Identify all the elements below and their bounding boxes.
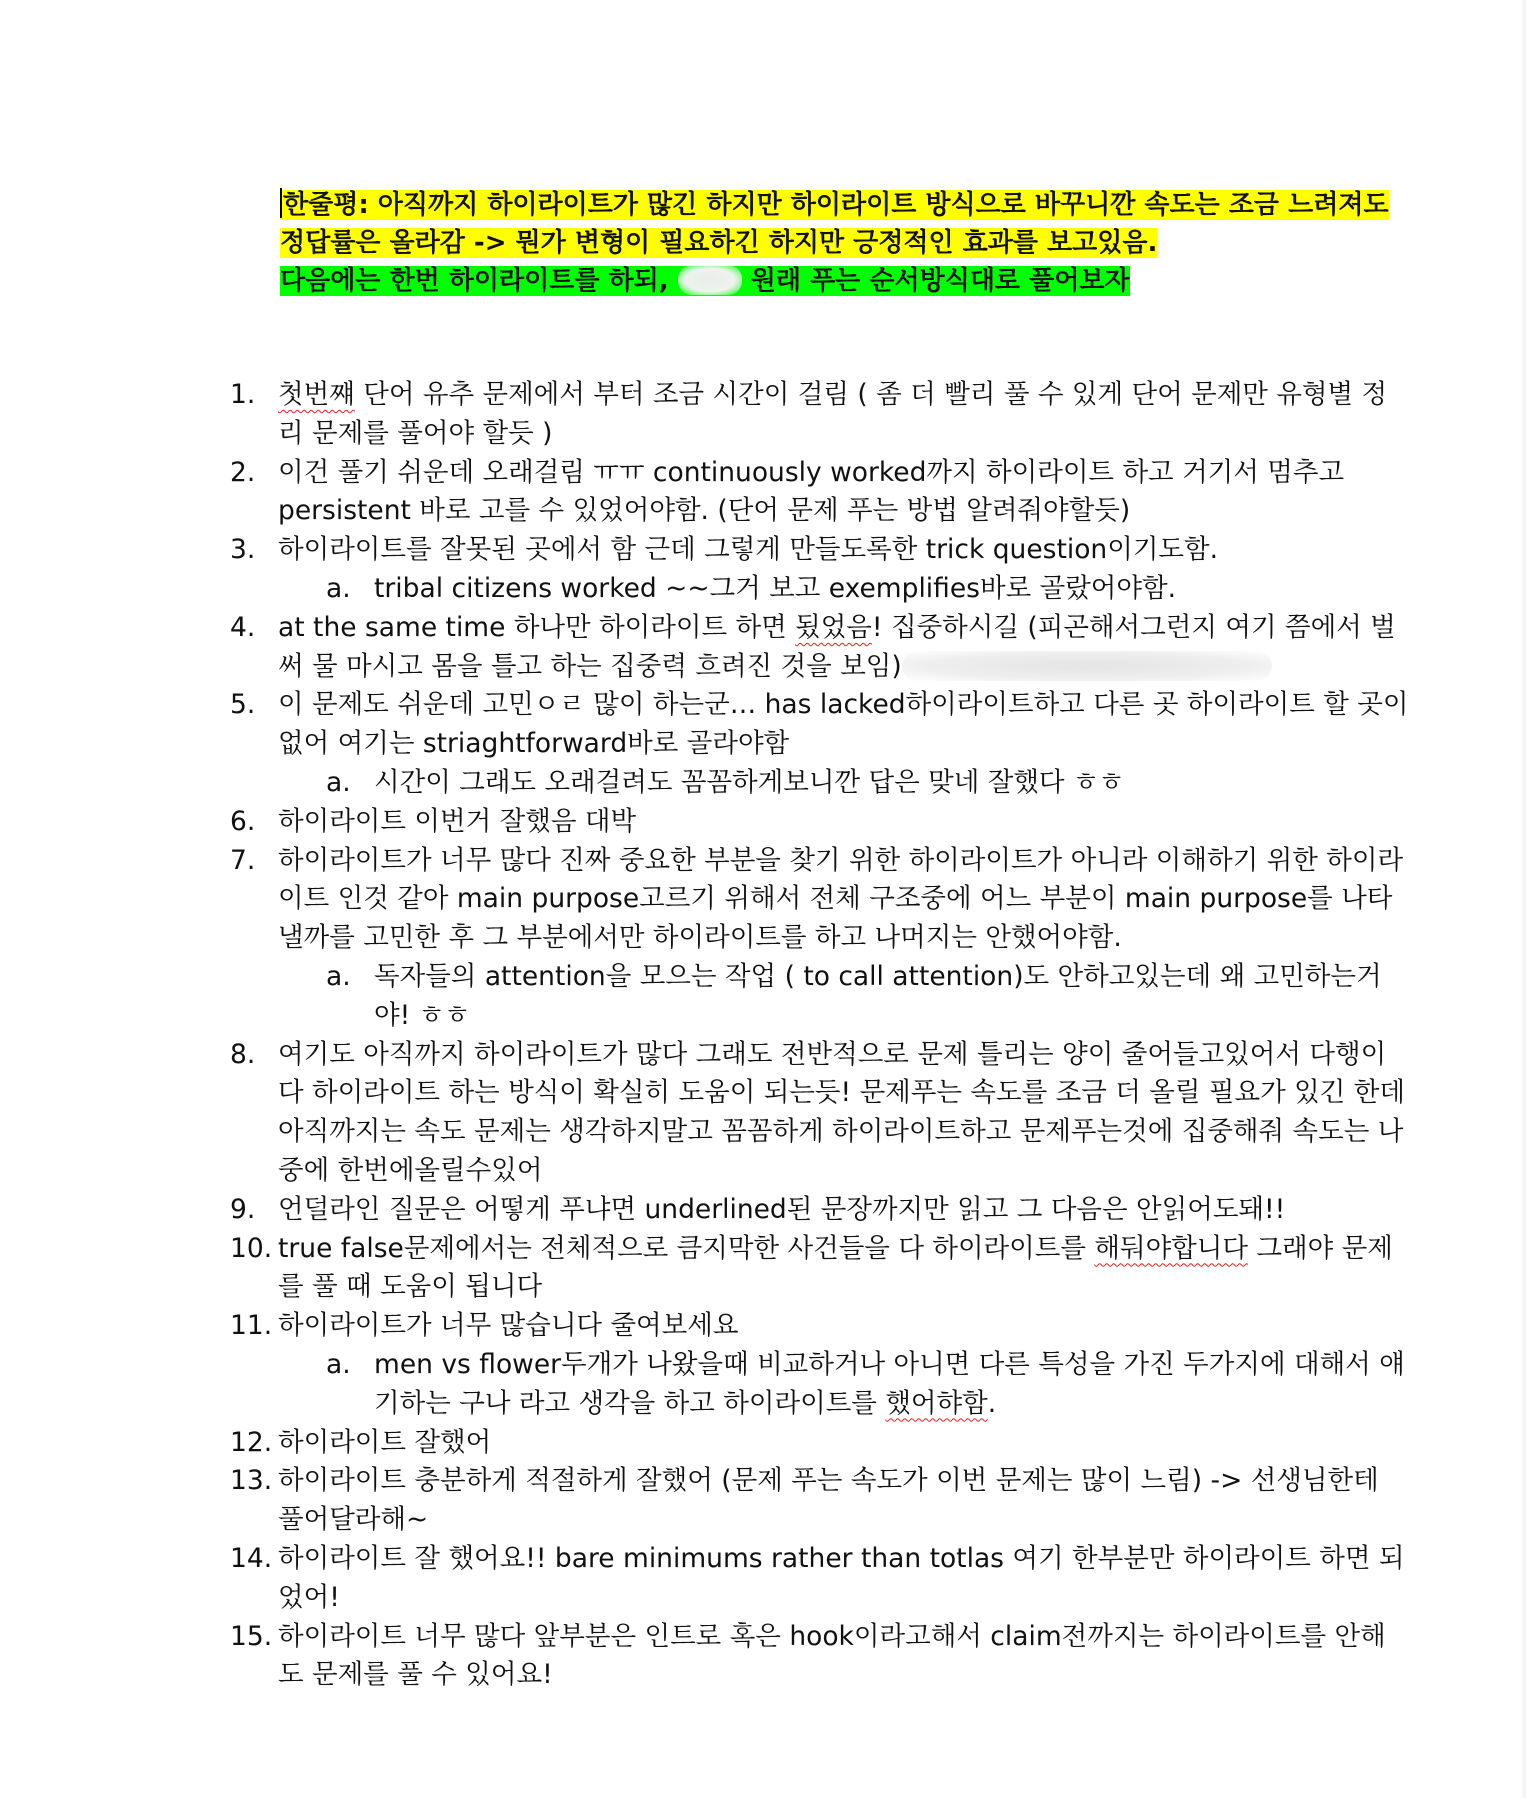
summary-line-3-start: 다음에는 한번 하이라이트를 하되, bbox=[280, 266, 669, 296]
list-item-text-body: 이건 풀기 쉬운데 오래걸림 ㅠㅠ continuously worked까지 하이라이트 하고 거기서 멈추고 persistent 바로 고를 수 있었어야함. (단어 문제 푸는 방법 알려줘야할듯) bbox=[278, 456, 1345, 527]
list-item-text bbox=[278, 1194, 1285, 1225]
summary-line-3 bbox=[280, 262, 1389, 300]
list-item-number: 5. bbox=[230, 689, 256, 721]
list-item-text-body: 하이라이트 잘했어 bbox=[278, 1426, 492, 1458]
misspelled-word: 했어햐함 bbox=[885, 1387, 988, 1419]
list-item-number: 7. bbox=[230, 844, 256, 876]
list-item-number: 4. bbox=[230, 611, 256, 643]
list-item-number: 8. bbox=[230, 1038, 256, 1070]
list-item-text-body: 하이라이트를 잘못된 곳에서 함 근데 그렇게 만들도록한 trick question이기도함. bbox=[278, 534, 1219, 566]
list-item-text-body: ! 집중하시길 (피곤해서그런지 여기 쯤에서 벌써 물 마시고 몸을 틀고 하는 집중력 흐려진 것을 보임) bbox=[278, 611, 1396, 682]
list-item bbox=[230, 803, 1410, 842]
list-item bbox=[230, 1307, 1410, 1346]
list-item-number: 13. bbox=[230, 1465, 273, 1497]
list-item bbox=[230, 842, 1410, 958]
list-item-text bbox=[374, 1349, 1405, 1419]
list-item-text-body: 하이라이트가 너무 많다 진짜 중요한 부분을 찾기 위한 하이라이트가 아니라 이해하기 위한 하이라이트 인것 같아 main purpose고르기 위해서 전체 구조중에 어느 부분이 main purpose를 나타낼까를 고민한 후 그 부분에서만 하이라이트를 하고 나머지는 안했어야함. bbox=[278, 844, 1404, 954]
list-item-number: 14. bbox=[230, 1542, 273, 1574]
list-item-text bbox=[278, 457, 1344, 527]
summary-line-2 bbox=[280, 224, 1389, 262]
list-item-number: a. bbox=[326, 766, 351, 798]
list-item-number: 1. bbox=[230, 379, 256, 410]
summary-block bbox=[280, 186, 1389, 300]
list-item-text-body: 여기도 아직까지 하이라이트가 많다 그래도 전반적으로 문제 틀리는 양이 줄어들고있어서 다행이다 하이라이트 하는 방식이 확실히 도움이 되는듯! 문제푸는 속도를 조금 더 올릴 필요가 있긴 한데 아직까지는 속도 문제는 생각하지말고 꼼꼼하게 하이라이트하고 문제푸는것에 집중해줘 속도는 나중에 한번에올릴수있어 bbox=[278, 1038, 1405, 1186]
misspelled-word: 첫번쨰 bbox=[278, 379, 355, 410]
list-sub-item bbox=[230, 764, 1410, 803]
summary-line-1 bbox=[280, 186, 1389, 224]
list-sub-item bbox=[230, 958, 1410, 1036]
list-item-text-body: . bbox=[987, 1387, 997, 1419]
list-item-number: 12. bbox=[230, 1426, 273, 1458]
list-item-number: 10. bbox=[230, 1232, 273, 1264]
list-item-text bbox=[374, 573, 1176, 604]
list-item-number: a. bbox=[326, 960, 351, 992]
redacted-name-blur bbox=[678, 265, 742, 295]
list-item-text-body: 단어 유추 문제에서 부터 조금 시간이 걸림 ( 좀 더 빨리 풀 수 있게 단어 문제만 유형별 정리 문제를 풀어야 할듯 ) bbox=[278, 379, 1388, 449]
list-item bbox=[230, 1462, 1410, 1540]
page-edge-shadow bbox=[1520, 0, 1526, 1798]
list-item-text bbox=[374, 961, 1382, 1031]
list-item-text-body: 하이라이트 잘 했어요!! bare minimums rather than totlas 여기 한부분만 하이라이트 하면 되었어! bbox=[278, 1542, 1405, 1613]
list-item-text-body: 하이라이트 이번거 잘했음 대박 bbox=[278, 805, 637, 837]
list-item bbox=[230, 1618, 1410, 1696]
list-item-text bbox=[374, 767, 1124, 798]
list-item-text-body: 하이라이트 너무 많다 앞부분은 인트로 혹은 hook이라고해서 claim전까지는 하이라이트를 안해도 문제를 풀 수 있어요! bbox=[278, 1620, 1386, 1691]
text-cursor bbox=[280, 188, 282, 218]
list-item-text-body: tribal citizens worked ~~그거 보고 exemplifies바로 골랐어야함. bbox=[374, 572, 1177, 604]
list-sub-item bbox=[230, 1346, 1410, 1424]
list-item-text-body: 그래야 문제를 풀 때 도움이 됩니다 bbox=[278, 1232, 1393, 1303]
feedback-list bbox=[230, 376, 1410, 1695]
list-sub-item bbox=[230, 570, 1410, 609]
summary-line-2-text: 정답률은 올라감 -> 뭔가 변형이 필요하긴 하지만 긍정적인 효과를 보고있음. bbox=[280, 228, 1158, 258]
list-item-text bbox=[278, 1039, 1405, 1186]
list-item-text-body: 시간이 그래도 오래걸려도 꼼꼼하게보니깐 답은 맞네 잘했다 ㅎㅎ bbox=[374, 766, 1125, 798]
list-item bbox=[230, 1191, 1410, 1230]
list-item bbox=[230, 1230, 1410, 1308]
misspelled-word: 됬었음 bbox=[795, 611, 872, 643]
misspelled-word: 해둬야합니다 bbox=[1094, 1232, 1248, 1264]
list-item-number: a. bbox=[326, 1348, 351, 1380]
list-item bbox=[230, 531, 1410, 570]
list-item bbox=[230, 376, 1410, 454]
summary-line-1-text: 한줄평: 아직까지 하이라이트가 많긴 하지만 하이라이트 방식으로 바꾸니깐 속도는 조금 느려져도 bbox=[283, 190, 1389, 220]
list-item-text bbox=[278, 1427, 491, 1458]
list-item-number: 3. bbox=[230, 534, 256, 566]
list-item-text-start: at the same time 하나만 하이라이트 하면 bbox=[278, 611, 796, 643]
list-item-text bbox=[278, 689, 1409, 759]
list-item-text bbox=[278, 1543, 1405, 1613]
list-item-number: 9. bbox=[230, 1193, 256, 1225]
list-item-number: a. bbox=[326, 572, 351, 604]
list-item-text bbox=[278, 1465, 1379, 1535]
list-item-text-body: 하이라이트 충분하게 적절하게 잘했어 (문제 푸는 속도가 이번 문제는 많이 느림) -> 선생님한테 풀어달라해~ bbox=[278, 1465, 1379, 1536]
list-item-text bbox=[278, 1233, 1393, 1303]
list-item-text-start: men vs flower두개가 나왔을때 비교하거나 아니면 다른 특성을 가진 두가지에 대해서 얘기하는 구나 라고 생각을 하고 하이라이트를 bbox=[374, 1348, 1405, 1419]
list-item bbox=[230, 454, 1410, 532]
list-item bbox=[230, 1540, 1410, 1618]
list-item-text bbox=[278, 534, 1218, 565]
list-item-text bbox=[278, 379, 1387, 449]
list-item-text-start: true false문제에서는 전체적으로 큼지막한 사건들을 다 하이라이트를 bbox=[278, 1232, 1095, 1264]
list-item-text-body: 독자들의 attention을 모으는 작업 ( to call attention)도 안하고있는데 왜 고민하는거야! ㅎㅎ bbox=[374, 960, 1382, 1031]
list-item-number: 15. bbox=[230, 1620, 273, 1652]
list-item-number: 6. bbox=[230, 805, 256, 837]
list-item bbox=[230, 686, 1410, 764]
list-item-number: 2. bbox=[230, 456, 256, 488]
list-item bbox=[230, 1036, 1410, 1191]
redacted-text-blur bbox=[902, 651, 1272, 681]
list-item-text bbox=[278, 612, 1396, 682]
list-item bbox=[230, 609, 1410, 687]
list-item-text bbox=[278, 806, 636, 837]
list-item-text bbox=[278, 1621, 1386, 1691]
list-item-text-body: 이 문제도 쉬운데 고민ㅇㄹ 많이 하는군… has lacked하이라이트하고 다른 곳 하이라이트 할 곳이 없어 여기는 striaghtforward바로 골라야함 bbox=[278, 689, 1409, 760]
list-item-number: 11. bbox=[230, 1310, 273, 1342]
list-item-text bbox=[278, 845, 1403, 954]
list-item-text-body: 언덜라인 질문은 어떻게 푸냐면 underlined된 문장까지만 읽고 그 다음은 안읽어도돼!! bbox=[278, 1193, 1286, 1225]
list-item bbox=[230, 1424, 1410, 1463]
summary-line-3-end: 원래 푸는 순서방식대로 풀어보자 bbox=[741, 266, 1130, 296]
list-item-text-body: 하이라이트가 너무 많습니다 줄여보세요 bbox=[278, 1310, 739, 1342]
list-item-text bbox=[278, 1310, 738, 1341]
